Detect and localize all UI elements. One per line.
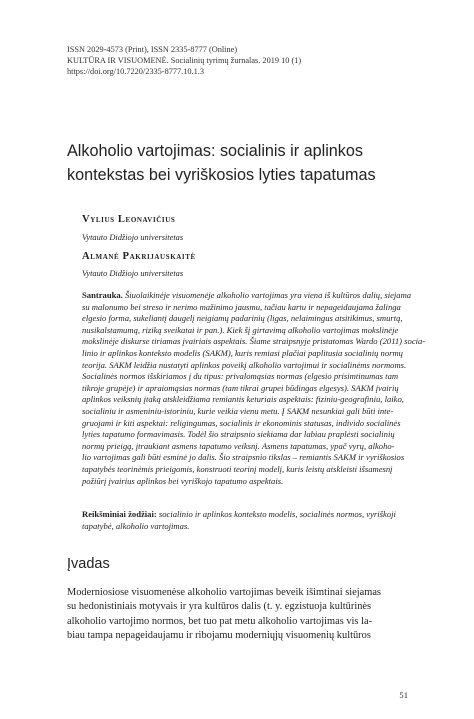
- abstract-line: požiūrį įvairius aplinkos bei vyriškojo tapatumo aspektais.: [82, 475, 284, 486]
- abstract-line: nusikalstamumą, riziką sveikatai ir pan.). Kiek šį girtavimą alkoholio vartojimas mokslinėje: [82, 324, 399, 335]
- author-affiliation: Vytauto Didžiojo universitetas: [82, 269, 184, 278]
- title-line: kontekstas bei vyriškosios lyties tapatumas: [67, 166, 376, 184]
- abstract-line: lyties tapatumo formavimasis. Todėl šio straipsnio siekiama dar labiau praplėsti socialinių: [82, 429, 395, 440]
- issn-line: ISSN 2029-4573 (Print), ISSN 2335-8777 (Online): [67, 45, 238, 54]
- doi-link[interactable]: https://doi.org/10.7220/2335-8777.10.1.3: [67, 67, 204, 76]
- journal-line: KULTŪRA IR VISUOMENĖ. Socialinių tyrimų žurnalas. 2019 10 (1): [67, 56, 302, 65]
- author-name: Almanė Pakrijauskaitė: [82, 251, 196, 262]
- abstract-line: Socialinės normos išskiriamos į du tipus: privalomąsias normas (elgesio prisimtinumas tam: [82, 371, 399, 382]
- page-number: 51: [399, 690, 408, 700]
- body-line: alkoholio vartojimo normos, bet tuo pat metu alkoholio vartojimas vis la-: [67, 615, 373, 627]
- abstract-line: gruojami ir kiti aspektai: religingumas, socialinis ir ekonominis statusas, individo socialinės: [82, 417, 401, 428]
- abstract-line: tikroje grupėje) ir apraiomąsias normas (tam tikrai grupei būdingas elgesys). SAKM įvairių: [82, 382, 399, 393]
- keywords: [82, 509, 394, 532]
- title-line: Alkoholio vartojimas: socialinis ir aplinkos: [67, 142, 363, 160]
- author-name: Vylius Leonavičius: [82, 214, 176, 225]
- body-line: biau tampa nepageidaujamu ir ribojamu moderniųjų visuomenių kultūros: [67, 630, 371, 642]
- keywords-line: socialinio ir aplinkos konteksto modelis, socialinės normos, vyriškoji: [158, 509, 396, 519]
- body-line: su hedonistiniais motyvais ir yra kultūros dalis (t. y. egzistuoja kultūrinės: [67, 601, 372, 613]
- abstract-line: Šiuolaikinėje visuomenėje alkoholio vartojimas yra viena iš kultūros dalių, siejama: [125, 290, 412, 300]
- abstract-label: Santrauka.: [82, 290, 123, 300]
- abstract-line: su malonumo bei streso ir nerimo mažinimo jausmu, tačiau kartu ir nepageidaujama žalinga: [82, 301, 401, 312]
- abstract-line: tapatybės teorinėmis prieigomis, konstruoti teorinį modelį, kuris leistų atskleisti išsamesnį: [82, 463, 393, 474]
- section-heading: Įvadas: [67, 556, 110, 572]
- body-text: [67, 586, 409, 644]
- abstract: [82, 290, 426, 487]
- article-title: [67, 139, 407, 187]
- author-affiliation: Vytauto Didžiojo universitetas: [82, 233, 184, 242]
- keywords-label: Reikšminiai žodžiai:: [82, 509, 157, 519]
- abstract-line: lio vartojimas gali būti esminė jo dalis. Šio straipsnio tikslas – remiantis SAKM ir vyriškosios: [82, 452, 405, 463]
- journal-metadata: [67, 44, 407, 77]
- keywords-first-line: [82, 509, 394, 521]
- abstract-first-line: [82, 290, 412, 302]
- keywords-line: tapatybė, alkoholio vartojimas.: [82, 520, 190, 531]
- body-line: Moderniosiose visuomenėse alkoholio vartojimas beveik išimtinai siejamas: [67, 587, 381, 598]
- abstract-line: elgesio forma, sukeliantį daugelį neigiamų padarinių (ligas, nelaimingus atsitikimus, smurtą,: [82, 313, 403, 324]
- abstract-line: teorija. SAKM leidžia nustatyti aplinkos poveikį alkoholio vartojimui ir socialinėms normoms.: [82, 359, 407, 370]
- abstract-line: socialiniu ir asmeniniu-istoriniu, kurie veikia vienu metu. Į SAKM nesunkiai gali būti inte-: [82, 405, 394, 416]
- abstract-line: mokslinėje diskurse tiriamas įvairiais aspektais. Šiame straipsnyje pristatomas Wardo (2011) socia-: [82, 336, 426, 347]
- abstract-line: normų prieigą, įtraukiant asmens tapatumo veiksnį. Asmens tapatumas, ypač vyrų, alkoho-: [82, 440, 395, 451]
- abstract-line: aplinkos veiksnių įtaką atskleidžiama remiantis keturiais aspektais: fiziniu-geografiniu, laiko,: [82, 394, 404, 405]
- abstract-line: linio ir aplinkos konteksto modelis (SAKM), kuris remiasi plačiai paplitusia socialinių normų: [82, 347, 403, 358]
